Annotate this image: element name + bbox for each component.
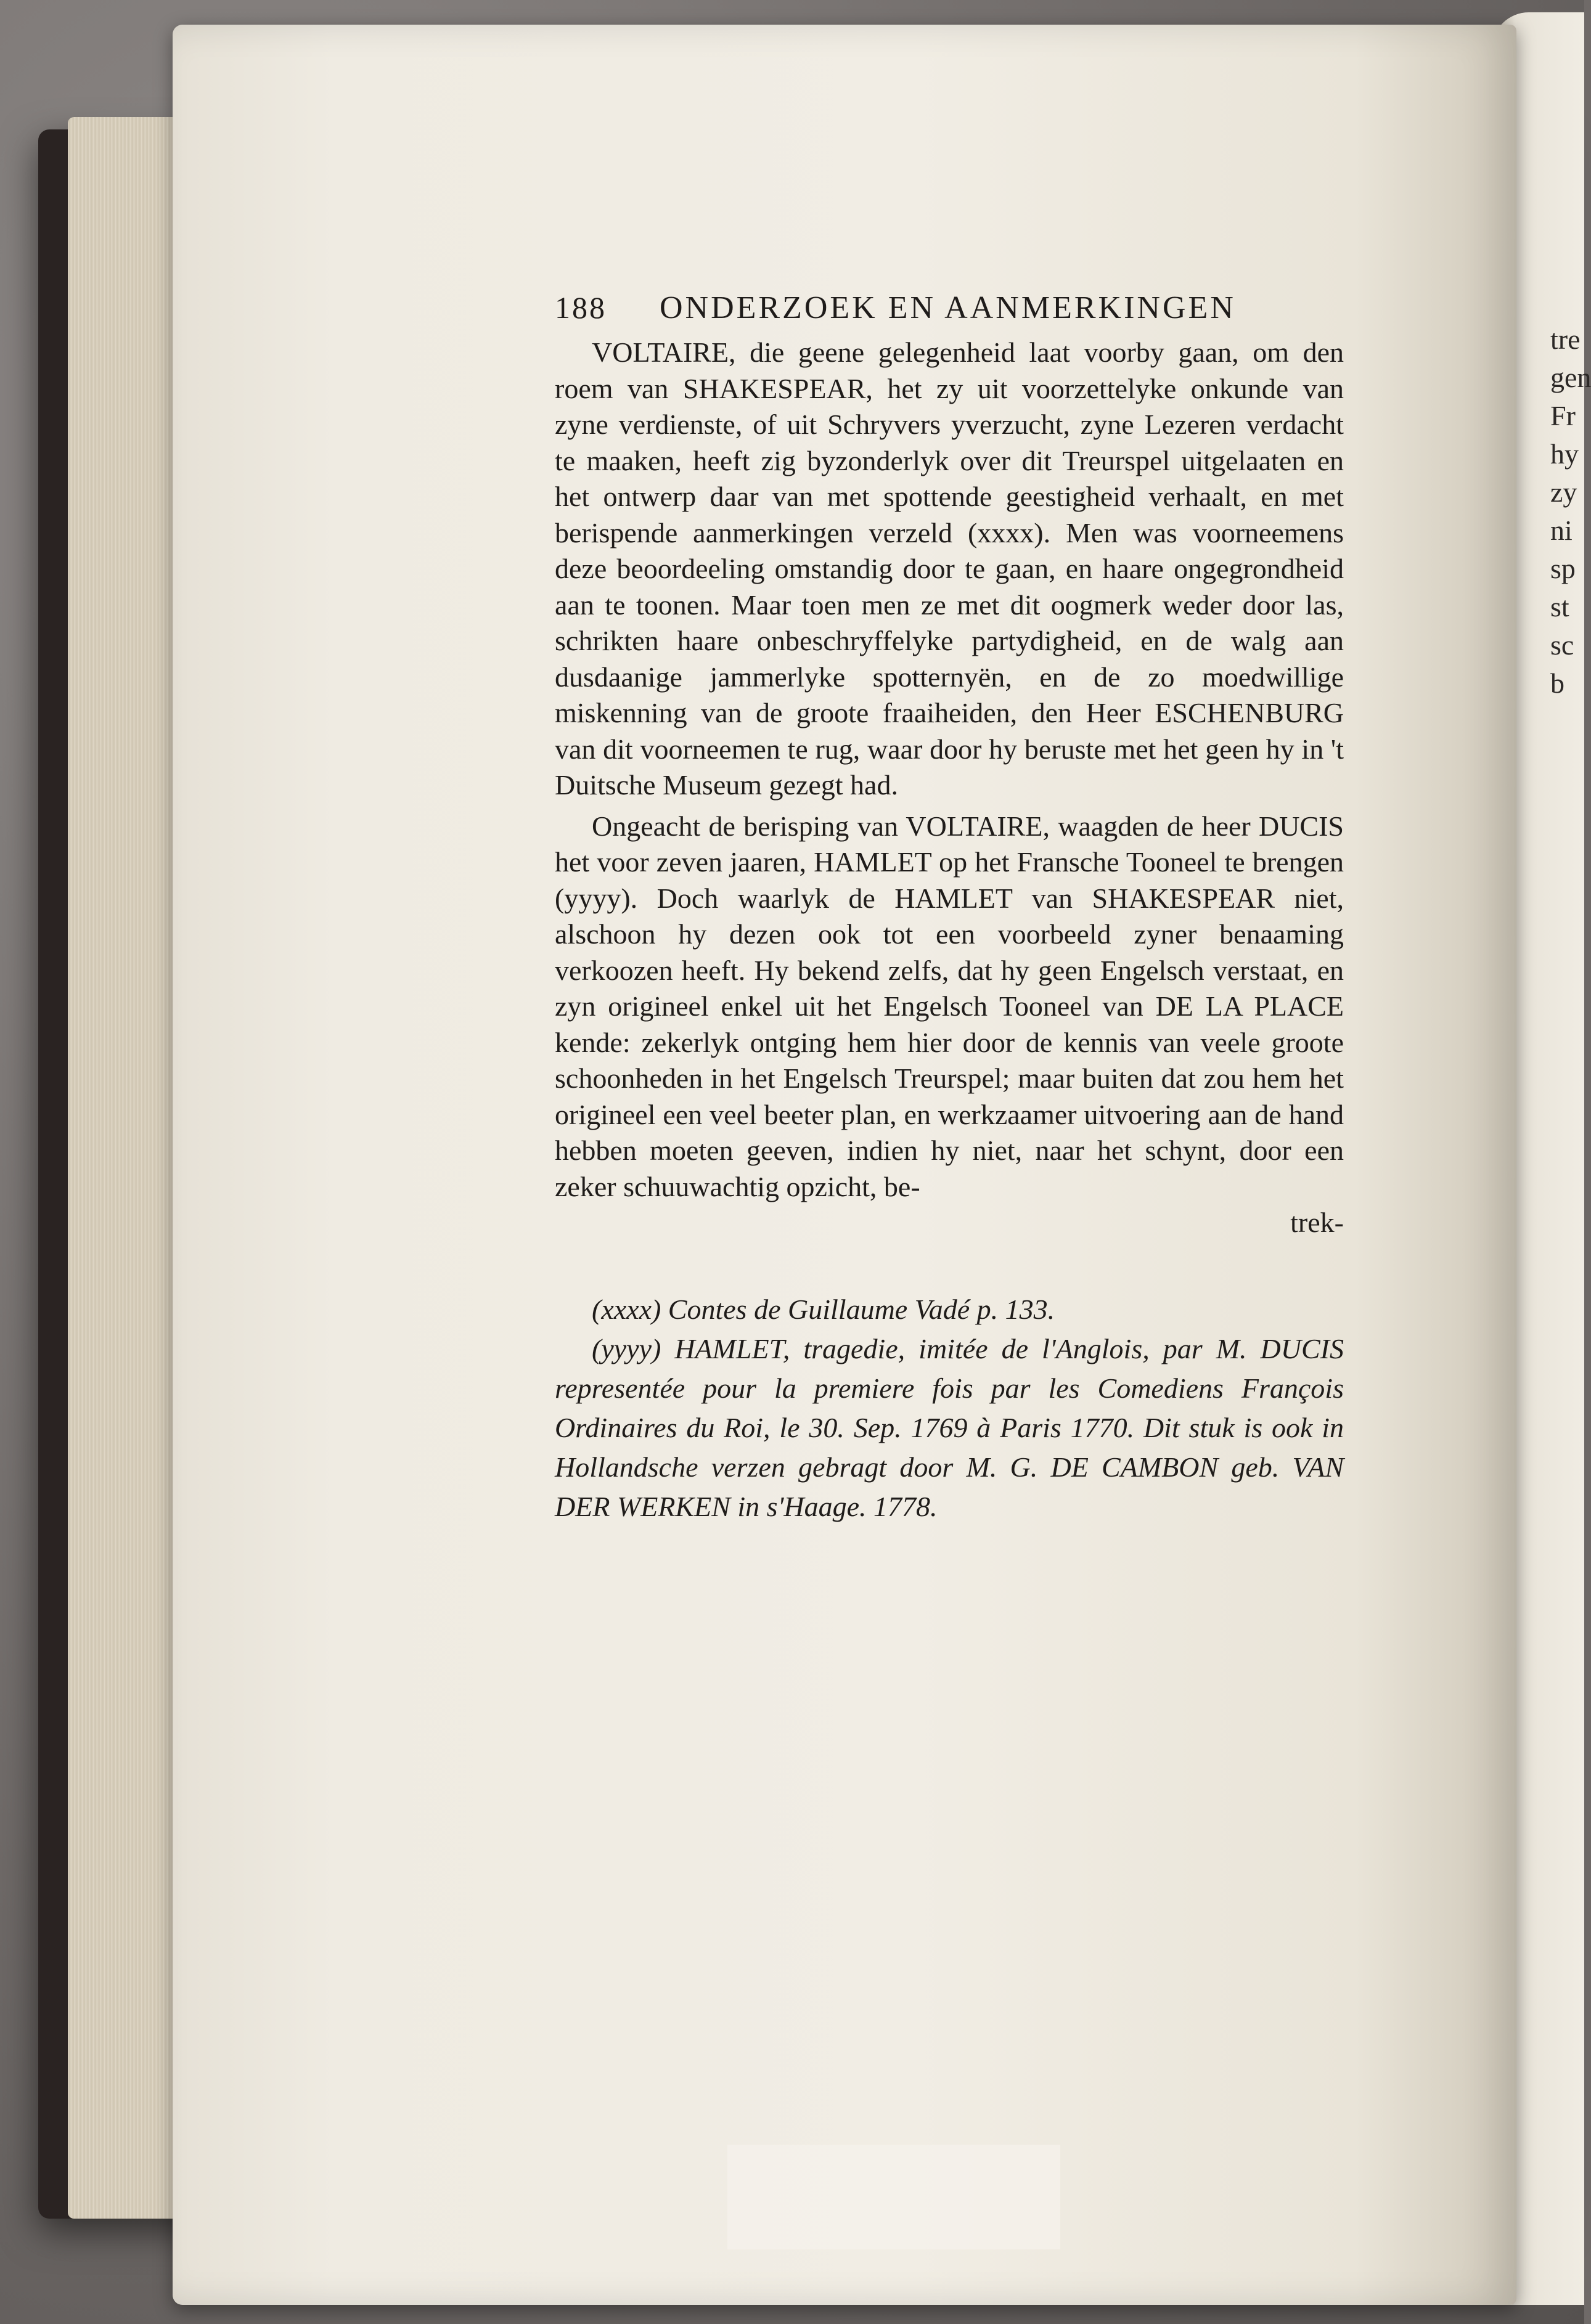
page-text-block — [555, 290, 1344, 1527]
running-head — [555, 290, 1344, 326]
running-title: ONDERZOEK EN AANMERKINGEN — [660, 290, 1236, 325]
paragraph: Ongeacht de berisping van VOLTAIRE, waagden de heer DUCIS het voor zeven jaaren, HAMLET op het Fransche Tooneel te brengen (yyyy). Doch waarlyk de HAMLET van SHAKESPEAR niet, alschoon hy dezen ook tot een voorbeeld zyner benaaming verkoozen heeft. Hy bekend zelfs, dat hy geen Engelsch verstaat, en zyn origineel enkel uit het Engelsch Tooneel van DE LA PLACE kende: zekerlyk ontging hem hier door de kennis van veele groote schoonheden in het Engelsch Treurspel; maar buiten dat zou hem het origineel een veel beeter plan, en werkzaamer uitvoering aan de hand hebben moeten geeven, indien hy niet, naar het schynt, door een zeker schuuwachtig opzicht, be- — [555, 810, 1344, 1202]
body-text — [555, 335, 1344, 1205]
page-blot — [727, 2145, 1060, 2249]
facing-page-text: tre gen Fr hy zy ni sp st sc b — [1550, 324, 1591, 699]
footnote: (yyyy) HAMLET, tragedie, imitée de l'Anglois, par M. DUCIS representée pour la premiere fois par les Comediens François Ordinaires du Roi, le 30. Sep. 1769 à Paris 1770. Dit stuk is ook in Hollandsche verzen gebragt door M. G. DE CAMBON geb. VAN DER WERKEN in s'Haage. 1778. — [555, 1333, 1344, 1522]
footnotes — [555, 1290, 1344, 1527]
paragraph: VOLTAIRE, die geene gelegenheid laat voorby gaan, om den roem van SHAKESPEAR, het zy uit voorzettelyke onkunde van zyne verdienste, of uit Schryvers yverzucht, zyne Lezeren verdacht te maaken, heeft zig byzonderlyk over dit Treurspel uitgelaaten en het ontwerp daar van met spottende geestigheid verhaalt, en met berispende aanmerkingen verzeld (xxxx). Men was voorneemens deze beoordeeling omstandig door te gaan, en haare ongegrondheid aan te toonen. Maar toen men ze met dit oogmerk weder door las, schrikten haare onbeschryffelyke partydigheid, en de walg aan dusdaanige jammerlyke spotternyën, en de zo moedwillige miskenning van de groote fraaiheiden, den Heer ESCHENBURG van dit voorneemen te rug, waar door hy beruste met het geen hy in 't Duitsche Museum gezegt had. — [555, 336, 1344, 801]
catchword: trek- — [1290, 1207, 1344, 1238]
page-number: 188 — [555, 290, 607, 325]
footnote: (xxxx) Contes de Guillaume Vadé p. 133. — [592, 1294, 1055, 1325]
